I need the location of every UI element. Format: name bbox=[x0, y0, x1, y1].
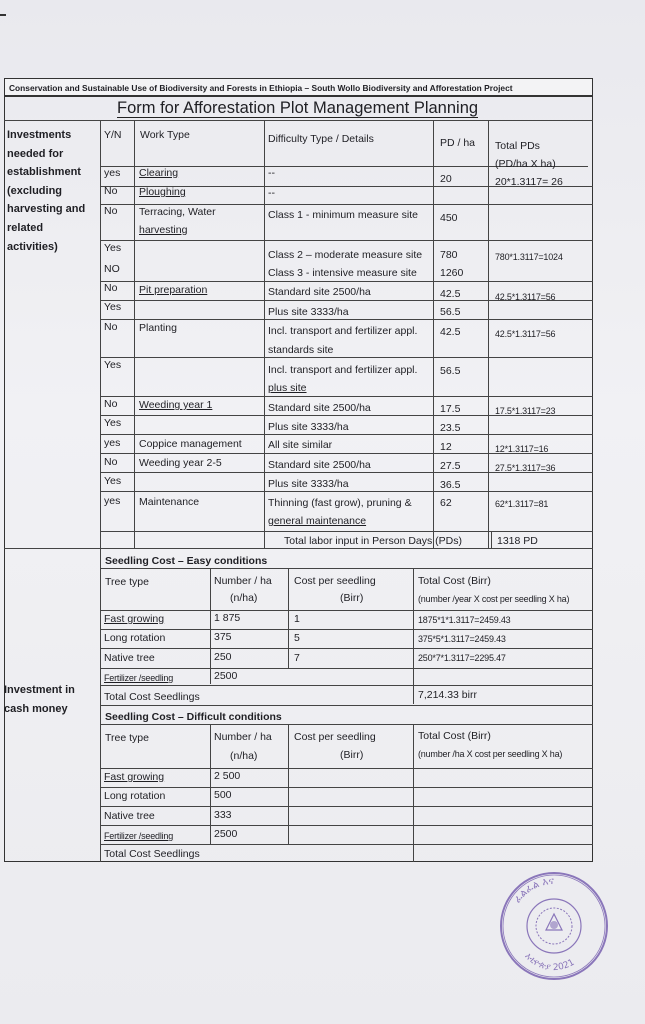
total-cell: 42.5*1.3117=56 bbox=[495, 329, 556, 339]
detail-cell: Plus site 3333/ha bbox=[268, 478, 349, 490]
easy-total-value: 7,214.33 birr bbox=[418, 689, 477, 701]
number-cell: 333 bbox=[214, 809, 232, 821]
work-type-cell: Planting bbox=[139, 322, 177, 334]
pd-cell: 56.5 bbox=[440, 365, 461, 377]
easy-col-line bbox=[210, 568, 211, 684]
total-cell: 12*1.3117=16 bbox=[495, 444, 549, 454]
yn-cell: Yes bbox=[104, 475, 122, 487]
difficult-total-label: Total Cost Seedlings bbox=[104, 848, 200, 860]
total-cell: 17.5*1.3117=23 bbox=[495, 406, 556, 416]
easy-title-line bbox=[100, 568, 593, 569]
easy-header-total: Total Cost (Birr) bbox=[418, 575, 491, 587]
row-line bbox=[100, 434, 593, 435]
yn-cell: yes bbox=[104, 437, 121, 449]
total-cell: 62*1.3117=81 bbox=[495, 499, 549, 509]
easy-row-line bbox=[100, 648, 593, 649]
work-type-cell: Terracing, Water bbox=[139, 206, 216, 218]
total-cell: 250*7*1.3117=2295.47 bbox=[418, 653, 506, 663]
difficult-header-total-formula: (number /ha X cost per seedling X ha) bbox=[418, 749, 563, 759]
difficult-header-cost: Cost per seedling bbox=[294, 731, 376, 743]
easy-header-number: Number / ha bbox=[214, 575, 272, 587]
detail-cell-line2: plus site bbox=[268, 382, 307, 394]
yn-cell: No bbox=[104, 321, 118, 333]
detail-cell: Incl. transport and fertilizer appl. bbox=[268, 364, 418, 376]
pd-cell: 450 bbox=[440, 212, 458, 224]
pd-cell: 780 bbox=[440, 249, 458, 261]
difficult-header-tree-type: Tree type bbox=[105, 732, 149, 744]
cost-cell: 7 bbox=[294, 652, 300, 664]
detail-cell: Incl. transport and fertilizer appl. bbox=[268, 325, 418, 337]
row-line bbox=[100, 319, 593, 320]
easy-col-line bbox=[413, 568, 414, 704]
easy-section-title: Seedling Cost – Easy conditions bbox=[105, 555, 268, 567]
total-cell: 375*5*1.3117=2459.43 bbox=[418, 634, 506, 644]
pd-cell: 56.5 bbox=[440, 306, 461, 318]
pd-cell: 12 bbox=[440, 441, 452, 453]
official-stamp bbox=[498, 870, 610, 982]
total-cell: 780*1.3117=1024 bbox=[495, 252, 563, 262]
difficult-col-line bbox=[288, 724, 289, 844]
easy-row-line bbox=[100, 629, 593, 630]
yn-cell: No bbox=[104, 456, 118, 468]
tree-type-cell: Long rotation bbox=[104, 632, 166, 644]
yn-cell: Yes bbox=[104, 242, 122, 254]
work-type-cell: Clearing bbox=[139, 167, 179, 179]
stamp-text-bottom: እቲዮጵያ 2021 bbox=[522, 951, 577, 974]
difficult-col-line bbox=[210, 724, 211, 844]
cost-cell: 1 bbox=[294, 613, 300, 625]
total-cell: 1875*1*1.3117=2459.43 bbox=[418, 615, 511, 625]
total-cell: 20*1.3117= 26 bbox=[495, 176, 563, 188]
total-cell: 27.5*1.3117=36 bbox=[495, 463, 556, 473]
total-labor-value: 1318 PD bbox=[497, 535, 538, 547]
easy-header-tree-type: Tree type bbox=[105, 576, 149, 588]
pd-cell: 20 bbox=[440, 173, 452, 185]
header-total-pds-formula: (PD/ha X ha) bbox=[495, 158, 556, 170]
pd-cell: 42.5 bbox=[440, 326, 461, 338]
detail-cell: Class 1 - minimum measure site bbox=[268, 209, 418, 221]
yn-cell: No bbox=[104, 282, 118, 294]
row-line bbox=[100, 491, 593, 492]
side-label-establishment: Investments needed for establishment (excluding harvesting and related activities) bbox=[7, 129, 86, 253]
yn-cell: No bbox=[104, 205, 118, 217]
header-pd-ha: PD / ha bbox=[440, 137, 476, 149]
detail-cell: Plus site 3333/ha bbox=[268, 421, 349, 433]
difficult-row-line bbox=[100, 768, 593, 769]
tree-type-cell: Fast growing bbox=[104, 771, 165, 783]
detail-cell: Standard site 2500/ha bbox=[268, 286, 371, 298]
difficult-header-total: Total Cost (Birr) bbox=[418, 730, 491, 742]
easy-row-line bbox=[100, 610, 593, 611]
row-line bbox=[100, 396, 593, 397]
yn-cell: No bbox=[104, 398, 118, 410]
side-label-cash: Investment in cash money bbox=[4, 684, 75, 715]
number-cell: 250 bbox=[214, 651, 232, 663]
difficult-title-line bbox=[100, 724, 593, 725]
yn-cell: No bbox=[104, 185, 118, 197]
header-total-pds: Total PDs bbox=[495, 140, 540, 152]
pd-cell: 62 bbox=[440, 497, 452, 509]
work-type-cell: Maintenance bbox=[139, 496, 200, 508]
easy-header-total-formula: (number /year X cost per seedling X ha) bbox=[418, 594, 570, 604]
stamp-text-top: ፈልፈል እና bbox=[512, 875, 555, 906]
difficult-row-line bbox=[100, 844, 593, 845]
tree-type-cell: Long rotation bbox=[104, 790, 166, 802]
row-line bbox=[100, 531, 593, 532]
work-type-cell-line2: harvesting bbox=[139, 224, 188, 236]
yn-cell: Yes bbox=[104, 301, 122, 313]
detail-cell: -- bbox=[268, 167, 275, 179]
row-line bbox=[100, 240, 593, 241]
header-work-type: Work Type bbox=[140, 129, 190, 141]
detail-cell: Standard site 2500/ha bbox=[268, 459, 371, 471]
number-cell: 500 bbox=[214, 789, 232, 801]
difficult-section-title: Seedling Cost – Difficult conditions bbox=[105, 711, 282, 723]
col-line-pd bbox=[433, 120, 434, 548]
form-title-text: Form for Afforestation Plot Management Planning bbox=[117, 99, 479, 117]
easy-col-line bbox=[288, 568, 289, 669]
pd-cell: 27.5 bbox=[440, 460, 461, 472]
yn-cell: Yes bbox=[104, 359, 122, 371]
detail-cell: Class 2 – moderate measure site bbox=[268, 249, 423, 261]
easy-header-cost-unit: (Birr) bbox=[340, 592, 364, 604]
detail-cell: Standard site 2500/ha bbox=[268, 402, 371, 414]
header-yn: Y/N bbox=[104, 129, 122, 141]
tree-type-cell: Fertilizer /seedling bbox=[104, 673, 174, 683]
yn-cell: NO bbox=[104, 263, 120, 275]
tree-type-cell: Native tree bbox=[104, 652, 155, 664]
easy-row-line bbox=[100, 668, 593, 669]
easy-total-label: Total Cost Seedlings bbox=[104, 691, 200, 703]
pd-cell: 1260 bbox=[440, 267, 464, 279]
project-header-bar: Conservation and Sustainable Use of Biodiversity and Forests in Ethiopia – South Wollo Biodiversity and Afforestation Project bbox=[4, 78, 593, 96]
easy-row-line bbox=[100, 705, 593, 706]
difficult-header-number-unit: (n/ha) bbox=[230, 750, 258, 762]
pd-cell: 36.5 bbox=[440, 479, 461, 491]
row-line bbox=[100, 281, 593, 282]
work-type-cell: Pit preparation bbox=[139, 284, 208, 296]
easy-header-cost: Cost per seedling bbox=[294, 575, 376, 587]
col-line-detail bbox=[264, 120, 265, 548]
difficult-row-line bbox=[100, 825, 593, 826]
number-cell: 2500 bbox=[214, 670, 238, 682]
work-type-cell: Coppice management bbox=[139, 438, 242, 450]
section-divider bbox=[4, 548, 593, 549]
yn-cell: yes bbox=[104, 495, 121, 507]
difficult-header-number: Number / ha bbox=[214, 731, 272, 743]
number-cell: 2500 bbox=[214, 828, 238, 840]
detail-cell: Plus site 3333/ha bbox=[268, 306, 349, 318]
cost-cell: 5 bbox=[294, 632, 300, 644]
tree-type-cell: Fertilizer /seedling bbox=[104, 831, 174, 841]
row-line bbox=[100, 357, 593, 358]
pd-cell: 42.5 bbox=[440, 288, 461, 300]
header-difficulty: Difficulty Type / Details bbox=[268, 133, 374, 145]
detail-cell-line2: standards site bbox=[268, 344, 334, 356]
detail-cell: Class 3 - intensive measure site bbox=[268, 267, 417, 279]
col-line-work bbox=[134, 120, 135, 548]
col-line-total bbox=[488, 120, 489, 548]
difficult-col-line bbox=[413, 724, 414, 862]
col-line-total-pd bbox=[491, 532, 492, 548]
detail-cell: All site similar bbox=[268, 439, 333, 451]
difficult-header-cost-unit: (Birr) bbox=[340, 749, 364, 761]
detail-cell-line2: general maintenance bbox=[268, 515, 367, 527]
easy-header-number-unit: (n/ha) bbox=[230, 592, 258, 604]
number-cell: 2 500 bbox=[214, 770, 241, 782]
difficult-row-line bbox=[100, 787, 593, 788]
work-type-cell: Weeding year 2-5 bbox=[139, 457, 222, 469]
pd-cell: 17.5 bbox=[440, 403, 461, 415]
total-labor-label: Total labor input in Person Days (PDs) bbox=[284, 535, 462, 547]
work-type-cell: Ploughing bbox=[139, 186, 186, 198]
detail-cell: -- bbox=[268, 187, 275, 199]
difficult-row-line bbox=[100, 806, 593, 807]
page-corner-mark bbox=[0, 14, 6, 16]
tree-type-cell: Fast growing bbox=[104, 613, 165, 625]
tree-type-cell: Native tree bbox=[104, 810, 155, 822]
yn-cell: Yes bbox=[104, 417, 122, 429]
number-cell: 1 875 bbox=[214, 612, 241, 624]
work-type-cell: Weeding year 1 bbox=[139, 399, 213, 411]
pd-cell: 23.5 bbox=[440, 422, 461, 434]
detail-cell: Thinning (fast grow), pruning & bbox=[268, 497, 412, 509]
header-underline bbox=[4, 120, 593, 121]
number-cell: 375 bbox=[214, 631, 232, 643]
yn-cell: yes bbox=[104, 167, 121, 179]
total-cell: 42.5*1.3117=56 bbox=[495, 292, 556, 302]
easy-row-line bbox=[100, 685, 593, 686]
